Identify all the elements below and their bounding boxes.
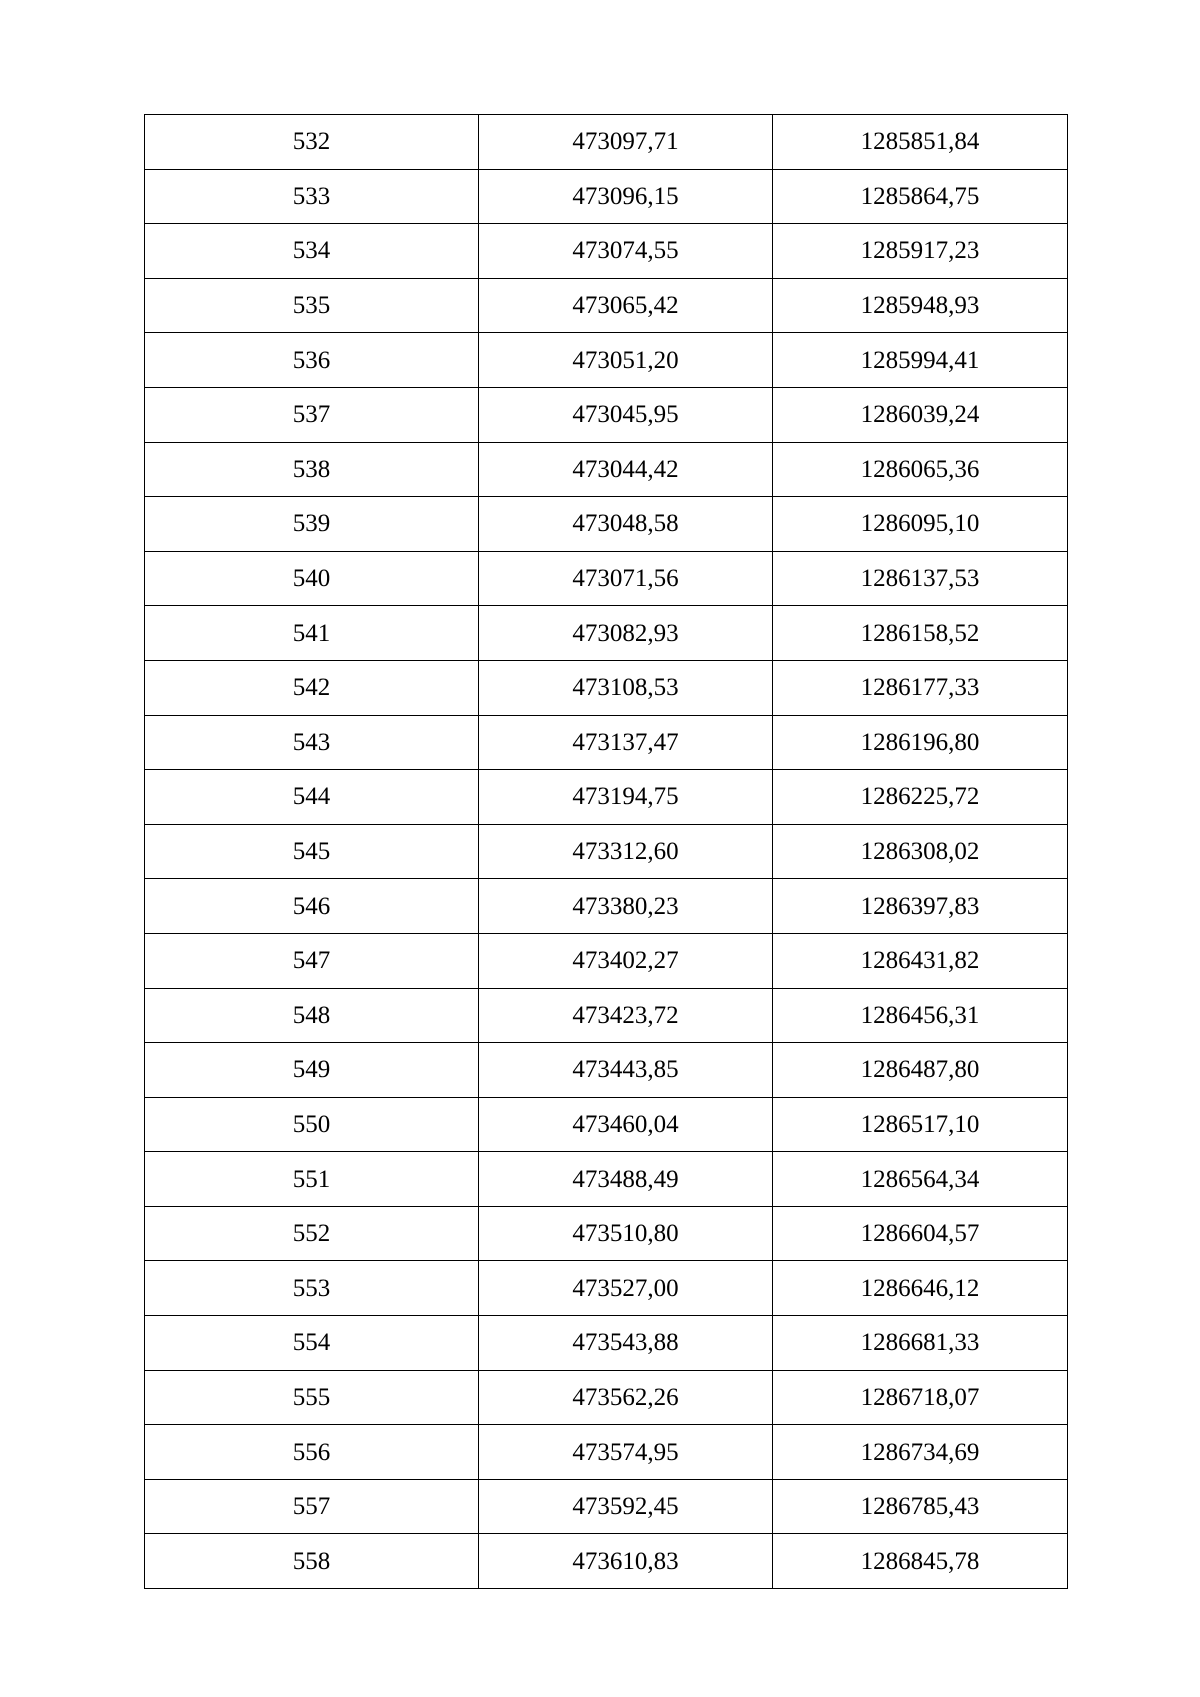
x-coordinate-cell: 473071,56: [479, 551, 773, 606]
table-row: [145, 988, 1068, 1043]
x-coordinate-cell: 473488,49: [479, 1152, 773, 1207]
x-coordinate-cell: 473065,42: [479, 278, 773, 333]
point-number-cell: 551: [145, 1152, 479, 1207]
table-row: [145, 1479, 1068, 1534]
table-row: [145, 1316, 1068, 1371]
x-coordinate-cell: 473574,95: [479, 1425, 773, 1480]
table-row: [145, 1206, 1068, 1261]
table-row: [145, 715, 1068, 770]
x-coordinate-cell: 473194,75: [479, 770, 773, 825]
x-coordinate-cell: 473460,04: [479, 1097, 773, 1152]
table-row: [145, 660, 1068, 715]
y-coordinate-cell: 1286137,53: [773, 551, 1068, 606]
y-coordinate-cell: 1286456,31: [773, 988, 1068, 1043]
point-number-cell: 552: [145, 1206, 479, 1261]
point-number-cell: 553: [145, 1261, 479, 1316]
y-coordinate-cell: 1285917,23: [773, 224, 1068, 279]
x-coordinate-cell: 473562,26: [479, 1370, 773, 1425]
point-number-cell: 546: [145, 879, 479, 934]
point-number-cell: 556: [145, 1425, 479, 1480]
y-coordinate-cell: 1286225,72: [773, 770, 1068, 825]
y-coordinate-cell: 1286308,02: [773, 824, 1068, 879]
table-row: [145, 1043, 1068, 1098]
point-number-cell: 558: [145, 1534, 479, 1589]
x-coordinate-cell: 473592,45: [479, 1479, 773, 1534]
x-coordinate-cell: 473048,58: [479, 497, 773, 552]
table-row: [145, 1152, 1068, 1207]
table-row: [145, 1425, 1068, 1480]
point-number-cell: 547: [145, 933, 479, 988]
y-coordinate-cell: 1285994,41: [773, 333, 1068, 388]
point-number-cell: 540: [145, 551, 479, 606]
y-coordinate-cell: 1286718,07: [773, 1370, 1068, 1425]
y-coordinate-cell: 1285948,93: [773, 278, 1068, 333]
table-row: [145, 387, 1068, 442]
y-coordinate-cell: 1286517,10: [773, 1097, 1068, 1152]
x-coordinate-cell: 473443,85: [479, 1043, 773, 1098]
table-row: [145, 169, 1068, 224]
x-coordinate-cell: 473543,88: [479, 1316, 773, 1371]
table-row: [145, 824, 1068, 879]
point-number-cell: 539: [145, 497, 479, 552]
y-coordinate-cell: 1286397,83: [773, 879, 1068, 934]
y-coordinate-cell: 1286095,10: [773, 497, 1068, 552]
y-coordinate-cell: 1286158,52: [773, 606, 1068, 661]
y-coordinate-cell: 1285864,75: [773, 169, 1068, 224]
x-coordinate-cell: 473423,72: [479, 988, 773, 1043]
table-row: [145, 879, 1068, 934]
point-number-cell: 543: [145, 715, 479, 770]
table-row: [145, 1534, 1068, 1589]
y-coordinate-cell: 1286646,12: [773, 1261, 1068, 1316]
table-row: [145, 770, 1068, 825]
y-coordinate-cell: 1286734,69: [773, 1425, 1068, 1480]
point-number-cell: 555: [145, 1370, 479, 1425]
x-coordinate-cell: 473074,55: [479, 224, 773, 279]
table-row: [145, 115, 1068, 170]
x-coordinate-cell: 473402,27: [479, 933, 773, 988]
y-coordinate-cell: 1286681,33: [773, 1316, 1068, 1371]
table-row: [145, 497, 1068, 552]
table-row: [145, 278, 1068, 333]
point-number-cell: 537: [145, 387, 479, 442]
point-number-cell: 541: [145, 606, 479, 661]
table-row: [145, 1261, 1068, 1316]
coordinates-table-body: [145, 115, 1068, 1589]
point-number-cell: 545: [145, 824, 479, 879]
x-coordinate-cell: 473097,71: [479, 115, 773, 170]
x-coordinate-cell: 473044,42: [479, 442, 773, 497]
x-coordinate-cell: 473610,83: [479, 1534, 773, 1589]
point-number-cell: 544: [145, 770, 479, 825]
y-coordinate-cell: 1286065,36: [773, 442, 1068, 497]
point-number-cell: 542: [145, 660, 479, 715]
point-number-cell: 536: [145, 333, 479, 388]
point-number-cell: 538: [145, 442, 479, 497]
x-coordinate-cell: 473510,80: [479, 1206, 773, 1261]
table-row: [145, 333, 1068, 388]
table-row: [145, 551, 1068, 606]
point-number-cell: 549: [145, 1043, 479, 1098]
y-coordinate-cell: 1286487,80: [773, 1043, 1068, 1098]
table-row: [145, 1370, 1068, 1425]
table-row: [145, 606, 1068, 661]
y-coordinate-cell: 1286431,82: [773, 933, 1068, 988]
x-coordinate-cell: 473045,95: [479, 387, 773, 442]
point-number-cell: 535: [145, 278, 479, 333]
point-number-cell: 548: [145, 988, 479, 1043]
y-coordinate-cell: 1286039,24: [773, 387, 1068, 442]
x-coordinate-cell: 473527,00: [479, 1261, 773, 1316]
table-row: [145, 933, 1068, 988]
y-coordinate-cell: 1286177,33: [773, 660, 1068, 715]
x-coordinate-cell: 473051,20: [479, 333, 773, 388]
y-coordinate-cell: 1286564,34: [773, 1152, 1068, 1207]
y-coordinate-cell: 1286604,57: [773, 1206, 1068, 1261]
point-number-cell: 534: [145, 224, 479, 279]
x-coordinate-cell: 473096,15: [479, 169, 773, 224]
table-row: [145, 224, 1068, 279]
table-row: [145, 442, 1068, 497]
point-number-cell: 557: [145, 1479, 479, 1534]
x-coordinate-cell: 473312,60: [479, 824, 773, 879]
x-coordinate-cell: 473108,53: [479, 660, 773, 715]
y-coordinate-cell: 1286845,78: [773, 1534, 1068, 1589]
table-row: [145, 1097, 1068, 1152]
x-coordinate-cell: 473380,23: [479, 879, 773, 934]
y-coordinate-cell: 1286785,43: [773, 1479, 1068, 1534]
x-coordinate-cell: 473137,47: [479, 715, 773, 770]
point-number-cell: 533: [145, 169, 479, 224]
point-number-cell: 554: [145, 1316, 479, 1371]
point-number-cell: 532: [145, 115, 479, 170]
coordinates-table: [144, 114, 1068, 1589]
y-coordinate-cell: 1286196,80: [773, 715, 1068, 770]
x-coordinate-cell: 473082,93: [479, 606, 773, 661]
point-number-cell: 550: [145, 1097, 479, 1152]
y-coordinate-cell: 1285851,84: [773, 115, 1068, 170]
